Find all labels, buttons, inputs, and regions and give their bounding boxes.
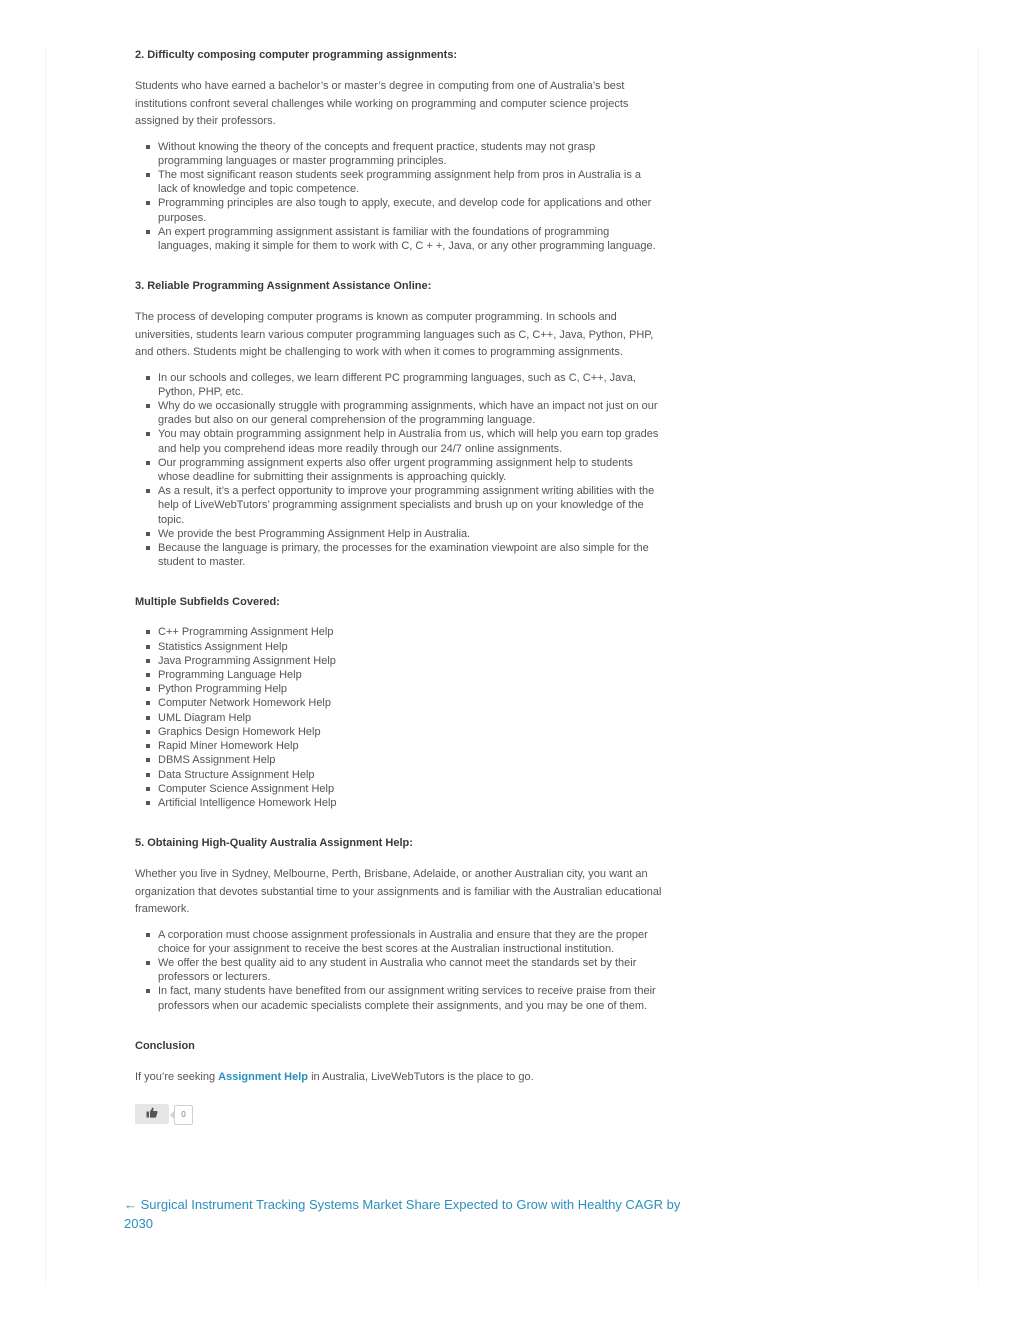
section-paragraph-difficulty: Students who have earned a bachelor’s or master’s degree in computing from one of Australia’s best institutions confront several challenges while working on programming and computer science projects assigned by their professors. <box>135 80 629 127</box>
section-heading-subfields: Multiple Subfields Covered: <box>135 596 280 609</box>
list-item: Rapid Miner Homework Help <box>158 739 663 753</box>
section-heading-difficulty: 2. Difficulty composing computer programming assignments: <box>135 49 458 61</box>
previous-post-link[interactable] <box>124 1195 684 1233</box>
like-widget <box>135 1104 663 1126</box>
list-item: We provide the best Programming Assignment Help in Australia. <box>158 527 663 541</box>
bullet-list-obtaining <box>135 928 663 1013</box>
list-item: UML Diagram Help <box>158 711 663 725</box>
left-divider <box>45 45 46 1285</box>
list-item: Graphics Design Homework Help <box>158 725 663 739</box>
section-heading-reliable: 3. Reliable Programming Assignment Assistance Online: <box>135 280 432 293</box>
list-item: In fact, many students have benefited from our assignment writing services to receive praise from their professors when our academic specialists complete their assignments, and you may be one of them. <box>158 984 663 1012</box>
previous-post-title: Surgical Instrument Tracking Systems Market Share Expected to Grow with Healthy CAGR by 2030 <box>124 1197 681 1231</box>
list-item: In our schools and colleges, we learn different PC programming languages, such as C, C++, Java, Python, PHP, etc. <box>158 371 663 399</box>
right-divider <box>978 45 979 1285</box>
bullet-list-difficulty <box>135 140 663 254</box>
like-count-badge: 0 <box>174 1105 193 1125</box>
list-item: Artificial Intelligence Homework Help <box>158 796 663 810</box>
left-arrow-icon: ← <box>124 1197 137 1212</box>
conclusion-text-before: If you’re seeking <box>135 1070 219 1083</box>
list-item: You may obtain programming assignment help in Australia from us, which will help you earn top grades and help you comprehend ideas more readily through our 24/7 online assignments. <box>158 427 663 455</box>
like-button[interactable] <box>135 1104 169 1124</box>
article-content <box>135 46 663 1126</box>
list-item: Without knowing the theory of the concepts and frequent practice, students may not grasp programming languages or master programming principles. <box>158 140 663 168</box>
list-item: Java Programming Assignment Help <box>158 654 663 668</box>
list-item: Statistics Assignment Help <box>158 640 663 654</box>
section-paragraph-reliable: The process of developing computer programs is known as computer programming. In schools and universities, students learn various computer programming languages such as C, C++, Java, Python, PHP, and others. Students might be challenging to work with when it comes to programming assignments. <box>135 311 654 359</box>
list-item: Programming principles are also tough to apply, execute, and develop code for applications and other purposes. <box>158 196 663 224</box>
list-item: Data Structure Assignment Help <box>158 768 663 782</box>
list-item: A corporation must choose assignment professionals in Australia and ensure that they are the proper choice for your assignment to receive the best scores at the Australian instructional institution. <box>158 928 663 956</box>
assignment-help-link[interactable]: Assignment Help <box>218 1070 309 1083</box>
list-item: Why do we occasionally struggle with programming assignments, which have an impact not just on our grades but also on our general comprehension of the programming language. <box>158 399 663 427</box>
bullet-list-reliable <box>135 371 663 570</box>
list-item: The most significant reason students seek programming assignment help from pros in Australia is a lack of knowledge and topic competence. <box>158 168 663 196</box>
bullet-list-subfields <box>135 625 663 810</box>
section-paragraph-obtaining: Whether you live in Sydney, Melbourne, Perth, Brisbane, Adelaide, or another Australian city, you want an organization that devotes substantial time to your assignments and is familiar with the Australian educational framework. <box>135 868 662 916</box>
list-item: DBMS Assignment Help <box>158 753 663 767</box>
list-item: Because the language is primary, the processes for the examination viewpoint are also simple for the student to master. <box>158 541 663 569</box>
list-item: Our programming assignment experts also offer urgent programming assignment help to students whose deadline for submitting their assignments is approaching quickly. <box>158 456 663 484</box>
list-item: We offer the best quality aid to any student in Australia who cannot meet the standards set by their professors or lecturers. <box>158 956 663 984</box>
list-item: C++ Programming Assignment Help <box>158 625 663 639</box>
thumbs-up-icon <box>146 1105 158 1123</box>
section-heading-obtaining: 5. Obtaining High-Quality Australia Assignment Help: <box>135 837 413 850</box>
conclusion-text-after: in Australia, LiveWebTutors is the place to go. <box>308 1070 534 1083</box>
list-item: Python Programming Help <box>158 682 663 696</box>
list-item: Computer Network Homework Help <box>158 696 663 710</box>
list-item: Programming Language Help <box>158 668 663 682</box>
conclusion-paragraph <box>135 1069 663 1087</box>
list-item: Computer Science Assignment Help <box>158 782 663 796</box>
section-heading-conclusion: Conclusion <box>135 1039 195 1052</box>
list-item: An expert programming assignment assistant is familiar with the foundations of programming languages, making it simple for them to work with C, C + +, Java, or any other programming language. <box>158 225 663 253</box>
list-item: As a result, it’s a perfect opportunity to improve your programming assignment writing abilities with the help of LiveWebTutors’ programming assignment specialists and brush up on your knowledge of the topic. <box>158 484 663 527</box>
